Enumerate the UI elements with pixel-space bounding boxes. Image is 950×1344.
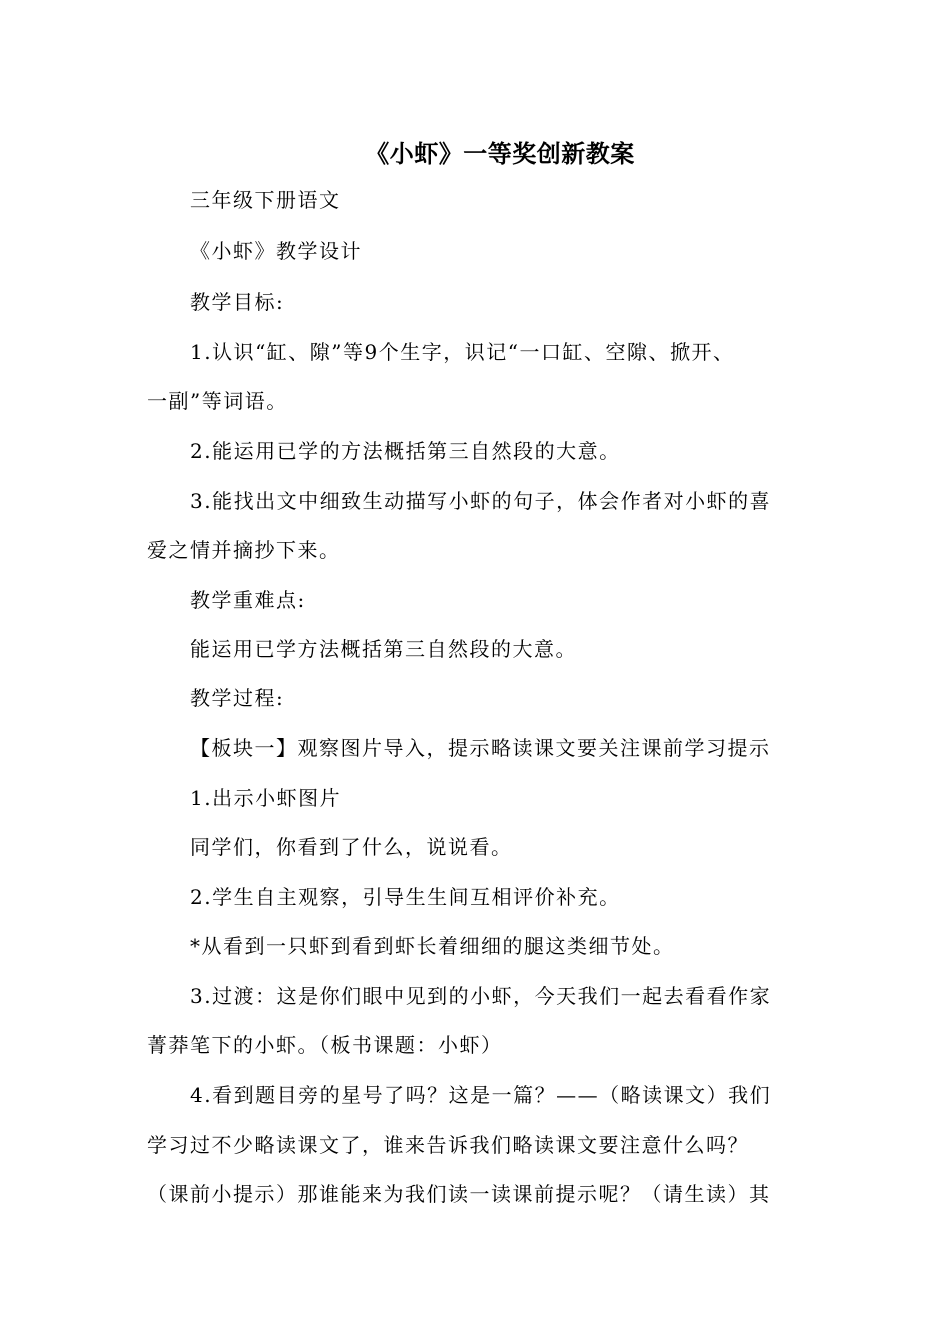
- paragraph-line: 三年级下册语文: [190, 188, 341, 212]
- paragraph-line: 教学过程:: [190, 686, 285, 710]
- paragraph-line: 3.过渡：这是你们眼中见到的小虾，今天我们一起去看看作家: [190, 984, 772, 1008]
- paragraph-line: 同学们，你看到了什么，说说看。: [190, 835, 513, 859]
- paragraph-line: 4.看到题目旁的星号了吗？这是一篇？——（略读课文）我们: [190, 1083, 772, 1107]
- paragraph-line: 学习过不少略读课文了，谁来告诉我们略读课文要注意什么吗？: [147, 1133, 749, 1157]
- paragraph-line: 菁莽笔下的小虾。（板书课题：小虾）: [147, 1033, 503, 1057]
- paragraph-line: 1.出示小虾图片: [190, 786, 342, 810]
- paragraph-line: 爱之情并摘抄下来。: [147, 538, 341, 562]
- paragraph-line: 一副”等词语。: [147, 389, 288, 413]
- paragraph-line: 能运用已学方法概括第三自然段的大意。: [190, 637, 577, 661]
- paragraph-line: 教学重难点:: [190, 588, 306, 612]
- paragraph-line: （课前小提示）那谁能来为我们读一读课前提示呢？（请生读）其: [147, 1182, 771, 1206]
- paragraph-line: 【板块一】观察图片导入，提示略读课文要关注课前学习提示: [190, 736, 771, 760]
- document-title: 《小虾》一等奖创新教案: [365, 140, 635, 168]
- paragraph-line: 2.学生自主观察，引导生生间互相评价补充。: [190, 885, 621, 909]
- paragraph-line: 1.认识“缸、隙”等9个生字，识记“一口缸、空隙、掀开、: [190, 340, 735, 364]
- paragraph-line: 3.能找出文中细致生动描写小虾的句子，体会作者对小虾的喜: [190, 489, 772, 513]
- paragraph-line: 《小虾》教学设计: [190, 239, 362, 263]
- paragraph-line: *从看到一只虾到看到虾长着细细的腿这类细节处。: [190, 934, 675, 958]
- paragraph-line: 教学目标:: [190, 290, 285, 314]
- paragraph-line: 2.能运用已学的方法概括第三自然段的大意。: [190, 439, 621, 463]
